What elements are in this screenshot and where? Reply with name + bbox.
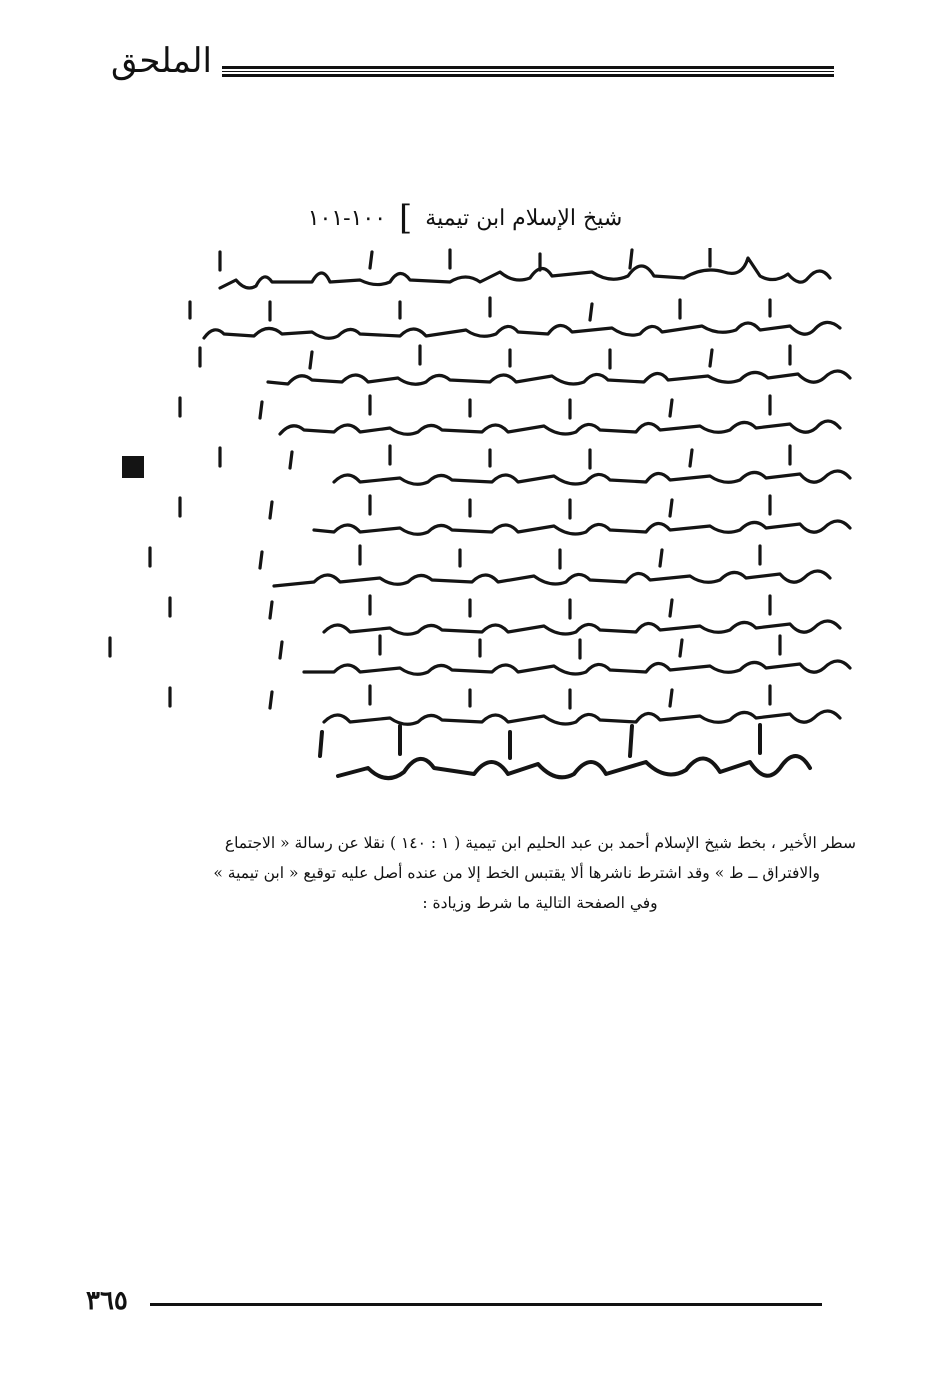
handwritten-line [304, 661, 850, 674]
ink-blot [122, 456, 144, 478]
signature-line [320, 725, 760, 758]
manuscript-handwriting-image [70, 248, 860, 828]
handwritten-line [314, 521, 850, 534]
handwritten-line [220, 258, 830, 288]
handwritten-line [204, 322, 840, 338]
handwritten-line [190, 298, 770, 320]
handwritten-line [220, 446, 790, 468]
footnote [130, 828, 856, 918]
handwritten-line [334, 471, 850, 484]
running-head-title: الملحق [110, 41, 212, 81]
handwritten-line [274, 571, 830, 586]
handwritten-line [170, 596, 770, 618]
handwritten-line [268, 371, 850, 384]
footer-rule [150, 1303, 822, 1306]
handwritten-line [200, 346, 790, 368]
caption-bracket: ] [399, 198, 413, 238]
handwritten-line [180, 396, 770, 418]
page-number: ٣٦٥ [86, 1286, 128, 1316]
plate-title: شيخ الإسلام ابن تيمية [425, 206, 623, 231]
handwritten-line [180, 496, 770, 518]
handwritten-line [280, 421, 840, 434]
footnote-line-2: والافتراق ــ ط » وقد اشترط ناشرها ألا يقتبس الخط إلا من عنده أصل عليه توقيع « ابن تيمية » [213, 864, 820, 882]
handwritten-line [170, 686, 770, 708]
signature-line [338, 756, 810, 778]
handwritten-line [324, 621, 840, 634]
footnote-line-1: سطر الأخير ، بخط شيخ الإسلام أحمد بن عبد الحليم ابن تيمية ( ١ : ١٤٠ ) نقلا عن رسالة « الاجتماع [224, 834, 856, 852]
handwriting-drawing [70, 248, 860, 828]
plate-number: ١٠٠-١٠١ [307, 206, 387, 231]
footnote-line-3: وفي الصفحة التالية ما شرط وزيادة : [422, 894, 658, 912]
handwritten-line [110, 636, 780, 658]
plate-caption [285, 198, 645, 238]
handwritten-line [324, 711, 840, 724]
handwritten-line [150, 546, 760, 568]
header-double-rule [222, 66, 834, 77]
